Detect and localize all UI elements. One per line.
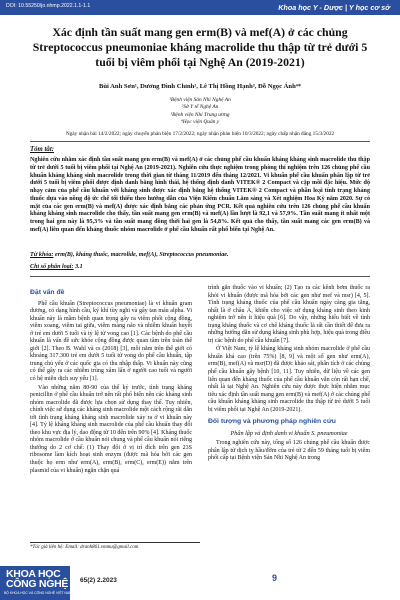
affiliation-list xyxy=(30,97,370,127)
body-paragraph: Vào những năm 80-90 của thế kỷ trước, tình trạng kháng penicillin ở phế cầu khuẩn trở nên rất phổ biến nên các kháng sinh nhóm macrolide đã được lựa chọn sử dụng thay thế. Tuy nhiên, chính việc sử dụng các kháng sinh macrolide một cách rộng rãi dẫn tới tình trạng kháng kháng sinh macrolide xảy ra ở vi khuẩn này [4]. Tỷ lệ kháng kháng sinh macrolide của phế cầu khuẩn thay đổi theo khu vực địa lý, dao động từ 10 đến trên 90% [4]. Kháng thuốc nhóm macrolide ở cầu khuẩn nói chung và phế cầu khuẩn nói riêng thường do 2 cơ chế: (1) Thay đổi ở vị trí đích trên gen 23S ribosome làm kích hoạt sinh enzym (được mã hóa bởi các gen thuộc họ erm như erm(A), erm(B), erm(C), erm(E)) nằm trên plasmid của vi khuẩn) ngăn chặn quá xyxy=(30,384,192,474)
methods-heading: Đối tượng và phương pháp nghiên cứu xyxy=(208,418,336,426)
keywords-text: erm(B), kháng thuốc, macrolide, mef(A), Streptococcus pneumoniae. xyxy=(55,252,229,258)
journal-header-bar xyxy=(0,0,400,15)
divider xyxy=(30,276,370,277)
doi-text: DOI: 10.55250/jo.nhmp.2022.1.1-1.1 xyxy=(6,3,91,9)
submission-dates: Ngày nhận bài 14/2/2022; ngày chuyển phản biện 17/2/2022; ngày nhận phản biện 10/3/2022; ngày chấp nhận đăng 15/3/2022 xyxy=(65,131,335,137)
intro-heading: Đặt vấn đề xyxy=(30,289,65,296)
affiliation-item: ⁴Học viện Quân y xyxy=(180,119,220,126)
issue-number: 65(2) 2.2023 xyxy=(80,577,117,584)
affiliation-item: ²Sở Y tế Nghệ An xyxy=(181,104,219,111)
classification xyxy=(30,264,370,270)
author-list: Bùi Anh Sơn¹, Dương Đình Chỉnh², Lê Thị Hồng Hạnh³, Đỗ Ngọc Ánh⁴* xyxy=(98,83,302,90)
article-title: Xác định tần suất mang gen erm(B) và mef(A) ở các chủng Streptococcus pneumoniae kháng macrolide thu thập từ trẻ dưới 5 tuổi bị viêm phổi tại Nghệ An (2019-2021) xyxy=(32,25,368,69)
classification-label: Chỉ số phân loại: xyxy=(30,264,74,270)
logo-line-1: KHOA HỌC xyxy=(6,568,61,580)
journal-logo xyxy=(0,566,70,600)
methods-subheading: Phân lập và định danh vi khuẩn S. pneumoniae xyxy=(230,429,348,437)
abstract-text: Nghiên cứu nhằm xác định tần suất mang gen erm(B) và mef(A) ở các chủng phế cầu khuẩn kháng kháng sinh macrolide thu thập từ trẻ dưới 5 tuổi bị viêm phổi tại Nghệ An (2019-2021). Nghiên cứu thực nghiệm trong phòng thí nghiệm trên 126 chủng phế cầu khuẩn kháng kháng sinh macrolide trong thời gian từ tháng 11/2019 đến tháng 12/2021. Vi khuẩn phế cầu khuẩn phân lập từ trẻ dưới 5 tuổi bị viêm phổi được định danh bằng hình thái, hệ thống định danh VITEK® 2 Compact và cặp mồi đặc hiệu. Mức độ nhạy cảm của phế cầu khuẩn với kháng sinh được xác định bằng hệ thống VITEK® 2 Compact và phần loại tính trạng kháng thuốc dựa vào nồng độ ức chế tối thiểu theo hướng dẫn của Viện Kiểm chuẩn Lâm sàng và Xét nghiệm Hoa Kỳ năm 2020. Sự có mặt của các gen erm(B) và mef(A) được xác định bằng các phản ứng PCR. Kết quả nghiên cứu trên 126 chủng phế cầu khuẩn kháng kháng sinh macrolide cho thấy, tần suất mang gen erm(B) và mef(A) lần lượt là 92,1 và 57,9%. Tần suất mang ít nhất một trong hai gen này là 95,3% và tần suất mang đồng thời hai gen là 54,8%. Kết quả cho thấy, tần suất mang các gen erm(B) và mef(A) liên quan đến kháng thuốc nhóm macrolide ở phế cầu khuẩn rất phổ biến tại Nghệ An. xyxy=(30,157,370,233)
body-paragraph: trình gắn thuốc vào vi khuẩn; (2) Tạo ra các kênh bơm thuốc ra khỏi vi khuẩn (được mã hóa bởi các gen như mef và msr) [4, 5]. Tình trạng kháng thuốc của phế cầu khuẩn ngày càng gia tăng, nhất là ở châu Á, khiến cho việc sử dụng kháng sinh theo kinh nghiệm trở nên ít hiệu quả [6]. Do vậy, những hiểu biết về tình trạng kháng thuốc và cơ chế kháng thuốc là rất cần thiết để đưa ra những hướng dẫn sử dụng kháng sinh phù hợp, hiệu quả trong điều trị các bệnh do phế cầu khuẩn [7]. xyxy=(208,285,370,344)
body-paragraph: Phế cầu khuẩn (Streptococcus pneumoniae) là vi khuẩn gram dương, có dạng hình cầu, ký khí tùy nghi và gây tan máu alpha. Vi khuẩn này là mầm bệnh quan trọng gây ra viêm phổi cộng đồng, viêm xoang, viêm tai giữa, viêm màng não và nhiễm khuẩn huyết ở trẻ em dưới 5 tuổi và tỷ lệ tử vong cao [1]. Các bệnh do phế cầu khuẩn là vấn đề sức khỏe cộng đồng được quan tâm trên toàn thế giới [2]. Theo B. Wahl và cs (2018) [3], mỗi năm trên thế giới có khoảng 317.300 trẻ em dưới 5 tuổi tử vong do phế cầu khuẩn, tập trung chủ yếu ở các quốc gia có thu nhập thấp. Vi khuẩn này cũng có thể gây ra các nhiễm trùng xâm lấn ở người cao tuổi và người có hệ miễn dịch suy yếu [1]. xyxy=(30,300,192,383)
abstract-heading: Tóm tắt: xyxy=(30,146,54,153)
page-number: 9 xyxy=(272,573,278,583)
body-paragraph: Trong nghiên cứu này, tổng số 126 chủng phế cầu khuẩn được phân lập từ dịch tỵ hầu/đờm của trẻ từ 2 đến 59 tháng tuổi bị viêm phổi cấp tại Bệnh viện Sản Nhi Nghệ An trong xyxy=(208,440,370,462)
corresponding-author-footnote: *Tác giả liên hệ: Email: dranh861.vmmu@gmail.com xyxy=(30,542,200,550)
body-paragraph: Ở Việt Nam, tỷ lệ kháng kháng sinh nhóm macrolide ở phế cầu khuẩn khá cao (trên 75%) [8, 9] và một số gen như erm(A), erm(B), mef(A) và msr(D) đã được khảo sát, phân tích ở các chủng phế cầu khuẩn gây bệnh [10, 11]. Tuy nhiên, dữ liệu về các gen liên quan đến kháng thuốc của phế cầu khuẩn vẫn còn rất hạn chế, nhất là tại Nghệ An. Nghiên cứu này được thực hiện nhằm mục tiêu xác định tần suất mang gen erm(B) và mef(A) ở các chủng phế cầu khuẩn kháng kháng sinh macrolide thu thập từ trẻ dưới 5 tuổi bị viêm phổi tại Nghệ An (2019-2021). xyxy=(208,346,370,413)
affiliation-item: ³Bệnh viện Nhi Trung ương xyxy=(170,111,230,118)
logo-line-2: CÔNG NGHỆ xyxy=(6,578,69,590)
keywords-label: Từ khóa: xyxy=(30,252,54,258)
journal-section-label: Khoa học Y - Dược | Y học cơ sở xyxy=(278,2,390,12)
affiliation-item: ¹Bệnh viện Sản Nhi Nghệ An xyxy=(169,97,231,103)
logo-subtitle: BỘ KHOA HỌC VÀ CÔNG NGHỆ VIỆT NAM xyxy=(4,591,72,595)
keywords xyxy=(30,252,370,258)
body-column-right xyxy=(208,285,370,464)
body-column-left xyxy=(30,285,192,476)
divider xyxy=(30,141,370,142)
classification-value: 3.1 xyxy=(75,264,83,270)
